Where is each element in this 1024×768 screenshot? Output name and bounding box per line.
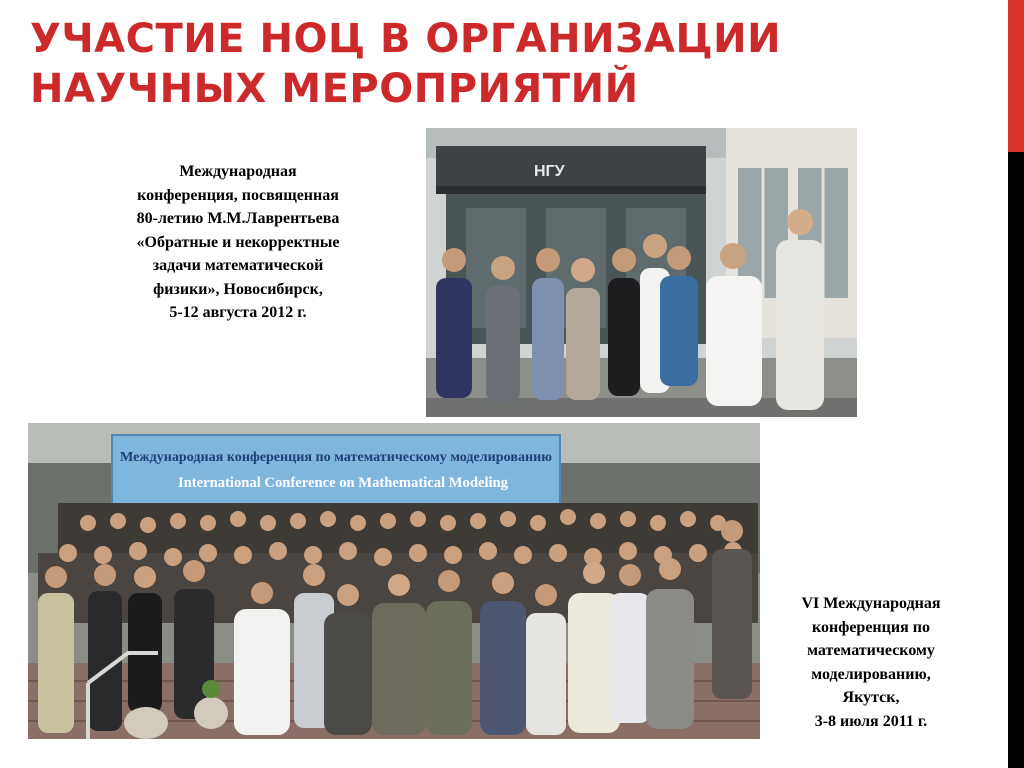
event1-caption-line: 80-летию М.М.Лаврентьева bbox=[136, 210, 340, 227]
event2-caption-line: конференция по bbox=[812, 618, 930, 636]
event2-caption-line: Якутск, bbox=[842, 689, 900, 706]
banner-line-1: Международная конференция по математическому моделированию bbox=[120, 449, 552, 464]
event2-caption-line: VI Международная bbox=[801, 595, 941, 612]
event1-caption-line: 5-12 августа 2012 г. bbox=[169, 304, 307, 321]
event2-group-photo bbox=[28, 423, 760, 739]
event2-caption-line: 3-8 июля 2011 г. bbox=[814, 712, 928, 730]
slide-title-line-1: УЧАСТИЕ НОЦ В ОРГАНИЗАЦИИ bbox=[30, 16, 782, 62]
event1-caption bbox=[88, 160, 388, 325]
event2-caption-line: математическому bbox=[807, 642, 935, 659]
event1-caption-line: конференция, посвященная bbox=[137, 186, 339, 204]
banner-line-2: International Conference on Mathematical Modeling bbox=[178, 475, 509, 491]
slide-title-line-2: НАУЧНЫХ МЕРОПРИЯТИЙ bbox=[30, 66, 639, 112]
event2-caption-line: моделированию, bbox=[811, 665, 931, 683]
conference-banner bbox=[112, 435, 560, 505]
event1-caption-line: «Обратные и некорректные bbox=[136, 233, 340, 251]
event1-caption-line: Международная bbox=[179, 163, 297, 180]
event2-caption bbox=[765, 592, 977, 733]
building-sign-text: НГУ bbox=[534, 163, 565, 180]
side-bar-red bbox=[1008, 0, 1024, 152]
event1-caption-line: физики», Новосибирск, bbox=[153, 280, 323, 298]
event1-group-photo bbox=[426, 128, 857, 417]
slide-title bbox=[30, 14, 930, 114]
event1-caption-line: задачи математической bbox=[152, 257, 324, 274]
